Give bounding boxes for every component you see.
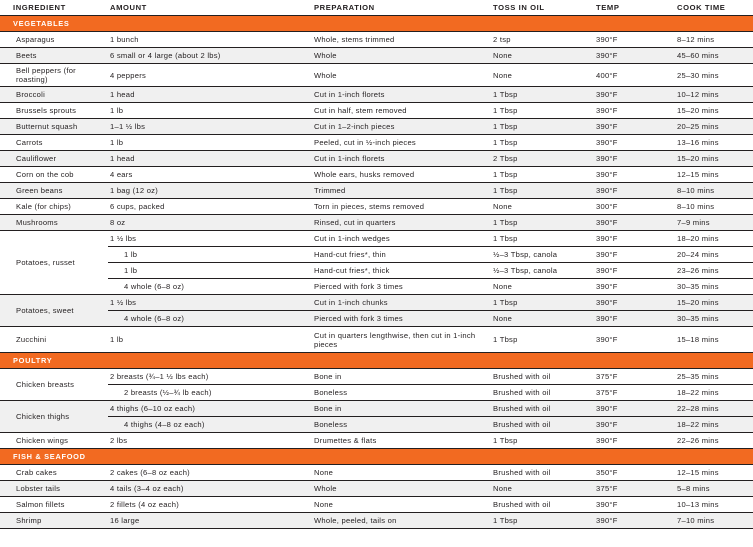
amount-cell: 2 lbs xyxy=(108,433,312,449)
temp-cell: 390°F xyxy=(594,295,675,311)
preparation-cell: Cut in 1-inch florets xyxy=(312,87,491,103)
cook-time-cell: 18–22 mins xyxy=(675,417,753,433)
amount-cell: 1 ½ lbs xyxy=(108,295,312,311)
cook-time-cell: 15–20 mins xyxy=(675,151,753,167)
preparation-cell: Rinsed, cut in quarters xyxy=(312,215,491,231)
preparation-cell: Cut in half, stem removed xyxy=(312,103,491,119)
preparation-cell: Hand-cut fries*, thick xyxy=(312,263,491,279)
amount-cell: 1 lb xyxy=(108,247,312,263)
ingredient-cell: Cauliflower xyxy=(0,151,108,167)
amount-cell: 4 thighs (6–10 oz each) xyxy=(108,401,312,417)
preparation-cell: Boneless xyxy=(312,385,491,401)
preparation-cell: Whole ears, husks removed xyxy=(312,167,491,183)
temp-cell: 390°F xyxy=(594,327,675,353)
oil-cell: 1 Tbsp xyxy=(491,103,594,119)
oil-cell: Brushed with oil xyxy=(491,465,594,481)
oil-cell: ½–3 Tbsp, canola xyxy=(491,263,594,279)
ingredient-cell: Potatoes, sweet xyxy=(0,295,108,327)
cook-time-cell: 15–20 mins xyxy=(675,295,753,311)
oil-cell: 1 Tbsp xyxy=(491,433,594,449)
preparation-cell: Cut in 1-inch chunks xyxy=(312,295,491,311)
preparation-cell: Cut in quarters lengthwise, then cut in 1-inch pieces xyxy=(312,327,491,353)
ingredient-cell: Kale (for chips) xyxy=(0,199,108,215)
temp-cell: 390°F xyxy=(594,401,675,417)
temp-cell: 390°F xyxy=(594,87,675,103)
temp-cell: 390°F xyxy=(594,263,675,279)
section-title: POULTRY xyxy=(0,353,753,369)
temp-cell: 390°F xyxy=(594,119,675,135)
table-row xyxy=(0,263,753,279)
preparation-cell: Cut in 1–2-inch pieces xyxy=(312,119,491,135)
preparation-cell: Peeled, cut in ½-inch pieces xyxy=(312,135,491,151)
oil-cell: None xyxy=(491,481,594,497)
temp-cell: 390°F xyxy=(594,311,675,327)
oil-cell: Brushed with oil xyxy=(491,385,594,401)
amount-cell: 1 head xyxy=(108,87,312,103)
temp-cell: 375°F xyxy=(594,369,675,385)
table-row xyxy=(0,199,753,215)
preparation-cell: Pierced with fork 3 times xyxy=(312,279,491,295)
oil-cell: 2 tsp xyxy=(491,32,594,48)
oil-cell: 1 Tbsp xyxy=(491,215,594,231)
oil-cell: 1 Tbsp xyxy=(491,295,594,311)
ingredient-cell: Chicken breasts xyxy=(0,369,108,401)
amount-cell: 1–1 ½ lbs xyxy=(108,119,312,135)
cook-time-cell: 8–10 mins xyxy=(675,199,753,215)
preparation-cell: Torn in pieces, stems removed xyxy=(312,199,491,215)
header-preparation: PREPARATION xyxy=(312,0,491,16)
oil-cell: None xyxy=(491,199,594,215)
table-row xyxy=(0,369,753,385)
temp-cell: 390°F xyxy=(594,151,675,167)
cook-time-cell: 30–35 mins xyxy=(675,279,753,295)
temp-cell: 390°F xyxy=(594,167,675,183)
amount-cell: 2 breasts (¾–1 ½ lbs each) xyxy=(108,369,312,385)
amount-cell: 2 breasts (½–¾ lb each) xyxy=(108,385,312,401)
temp-cell: 390°F xyxy=(594,497,675,513)
temp-cell: 300°F xyxy=(594,199,675,215)
amount-cell: 4 whole (6–8 oz) xyxy=(108,311,312,327)
oil-cell: 1 Tbsp xyxy=(491,167,594,183)
table-row xyxy=(0,433,753,449)
amount-cell: 2 cakes (6–8 oz each) xyxy=(108,465,312,481)
table-row xyxy=(0,64,753,87)
amount-cell: 1 ½ lbs xyxy=(108,231,312,247)
oil-cell: 1 Tbsp xyxy=(491,327,594,353)
amount-cell: 4 tails (3–4 oz each) xyxy=(108,481,312,497)
ingredient-cell: Carrots xyxy=(0,135,108,151)
cook-time-cell: 13–16 mins xyxy=(675,135,753,151)
temp-cell: 390°F xyxy=(594,231,675,247)
section-header xyxy=(0,16,753,32)
cook-time-cell: 45–60 mins xyxy=(675,48,753,64)
table-row xyxy=(0,327,753,353)
cook-time-cell: 22–26 mins xyxy=(675,433,753,449)
preparation-cell: Whole xyxy=(312,481,491,497)
cook-time-cell: 7–10 mins xyxy=(675,513,753,529)
table-row xyxy=(0,465,753,481)
table-row xyxy=(0,103,753,119)
header-toss-in-oil: TOSS IN OIL xyxy=(491,0,594,16)
ingredient-cell: Shrimp xyxy=(0,513,108,529)
temp-cell: 390°F xyxy=(594,513,675,529)
ingredient-cell: Chicken wings xyxy=(0,433,108,449)
cook-time-cell: 15–18 mins xyxy=(675,327,753,353)
table-row xyxy=(0,87,753,103)
preparation-cell: Trimmed xyxy=(312,183,491,199)
ingredient-cell: Crab cakes xyxy=(0,465,108,481)
header-temp: TEMP xyxy=(594,0,675,16)
amount-cell: 2 fillets (4 oz each) xyxy=(108,497,312,513)
table-row xyxy=(0,32,753,48)
temp-cell: 400°F xyxy=(594,64,675,87)
table-row xyxy=(0,231,753,247)
temp-cell: 375°F xyxy=(594,481,675,497)
table-row xyxy=(0,481,753,497)
ingredient-cell: Asparagus xyxy=(0,32,108,48)
temp-cell: 390°F xyxy=(594,247,675,263)
oil-cell: 1 Tbsp xyxy=(491,119,594,135)
temp-cell: 390°F xyxy=(594,433,675,449)
section-title: FISH & SEAFOOD xyxy=(0,449,753,465)
section-header xyxy=(0,353,753,369)
cook-time-cell: 30–35 mins xyxy=(675,311,753,327)
ingredient-cell: Zucchini xyxy=(0,327,108,353)
temp-cell: 390°F xyxy=(594,135,675,151)
cook-time-cell: 8–10 mins xyxy=(675,183,753,199)
table-row xyxy=(0,513,753,529)
oil-cell: None xyxy=(491,64,594,87)
table-row xyxy=(0,247,753,263)
preparation-cell: Cut in 1-inch wedges xyxy=(312,231,491,247)
temp-cell: 390°F xyxy=(594,103,675,119)
preparation-cell: Bone in xyxy=(312,401,491,417)
cook-time-cell: 25–35 mins xyxy=(675,369,753,385)
ingredient-cell: Corn on the cob xyxy=(0,167,108,183)
oil-cell: 1 Tbsp xyxy=(491,87,594,103)
header-row xyxy=(0,0,753,16)
cook-time-cell: 15–20 mins xyxy=(675,103,753,119)
ingredient-cell: Salmon fillets xyxy=(0,497,108,513)
temp-cell: 390°F xyxy=(594,183,675,199)
cook-time-cell: 25–30 mins xyxy=(675,64,753,87)
preparation-cell: Pierced with fork 3 times xyxy=(312,311,491,327)
ingredient-cell: Lobster tails xyxy=(0,481,108,497)
oil-cell: Brushed with oil xyxy=(491,401,594,417)
cook-time-cell: 10–12 mins xyxy=(675,87,753,103)
amount-cell: 16 large xyxy=(108,513,312,529)
amount-cell: 1 bag (12 oz) xyxy=(108,183,312,199)
oil-cell: Brushed with oil xyxy=(491,369,594,385)
temp-cell: 390°F xyxy=(594,48,675,64)
oil-cell: 1 Tbsp xyxy=(491,513,594,529)
ingredient-cell: Mushrooms xyxy=(0,215,108,231)
amount-cell: 6 small or 4 large (about 2 lbs) xyxy=(108,48,312,64)
preparation-cell: Drumettes & flats xyxy=(312,433,491,449)
table-row xyxy=(0,183,753,199)
table-row xyxy=(0,497,753,513)
table-row xyxy=(0,119,753,135)
cook-time-cell: 7–9 mins xyxy=(675,215,753,231)
cook-time-cell: 18–22 mins xyxy=(675,385,753,401)
cook-time-cell: 20–25 mins xyxy=(675,119,753,135)
header-ingredient: INGREDIENT xyxy=(0,0,108,16)
temp-cell: 390°F xyxy=(594,215,675,231)
oil-cell: 1 Tbsp xyxy=(491,231,594,247)
amount-cell: 1 lb xyxy=(108,103,312,119)
cook-time-cell: 22–28 mins xyxy=(675,401,753,417)
section-title: VEGETABLES xyxy=(0,16,753,32)
cook-time-cell: 12–15 mins xyxy=(675,167,753,183)
header-amount: AMOUNT xyxy=(108,0,312,16)
preparation-cell: Hand-cut fries*, thin xyxy=(312,247,491,263)
amount-cell: 1 lb xyxy=(108,263,312,279)
table-body xyxy=(0,16,753,529)
ingredient-cell: Green beans xyxy=(0,183,108,199)
temp-cell: 350°F xyxy=(594,465,675,481)
cook-time-cell: 5–8 mins xyxy=(675,481,753,497)
oil-cell: None xyxy=(491,48,594,64)
oil-cell: None xyxy=(491,279,594,295)
oil-cell: None xyxy=(491,311,594,327)
cook-time-cell: 12–15 mins xyxy=(675,465,753,481)
ingredient-cell: Brussels sprouts xyxy=(0,103,108,119)
amount-cell: 6 cups, packed xyxy=(108,199,312,215)
cook-time-cell: 18–20 mins xyxy=(675,231,753,247)
temp-cell: 390°F xyxy=(594,417,675,433)
table-row xyxy=(0,385,753,401)
ingredient-cell: Broccoli xyxy=(0,87,108,103)
amount-cell: 4 peppers xyxy=(108,64,312,87)
preparation-cell: Whole xyxy=(312,48,491,64)
oil-cell: Brushed with oil xyxy=(491,497,594,513)
ingredient-cell: Beets xyxy=(0,48,108,64)
oil-cell: 2 Tbsp xyxy=(491,151,594,167)
amount-cell: 1 bunch xyxy=(108,32,312,48)
oil-cell: ½–3 Tbsp, canola xyxy=(491,247,594,263)
table-row xyxy=(0,295,753,311)
cook-time-cell: 8–12 mins xyxy=(675,32,753,48)
cook-time-cell: 10–13 mins xyxy=(675,497,753,513)
amount-cell: 4 thighs (4–8 oz each) xyxy=(108,417,312,433)
amount-cell: 8 oz xyxy=(108,215,312,231)
ingredient-cell: Chicken thighs xyxy=(0,401,108,433)
preparation-cell: None xyxy=(312,465,491,481)
amount-cell: 4 whole (6–8 oz) xyxy=(108,279,312,295)
ingredient-cell: Butternut squash xyxy=(0,119,108,135)
preparation-cell: Whole xyxy=(312,64,491,87)
table-row xyxy=(0,48,753,64)
oil-cell: 1 Tbsp xyxy=(491,183,594,199)
table-row xyxy=(0,417,753,433)
header-cook-time: COOK TIME xyxy=(675,0,753,16)
preparation-cell: None xyxy=(312,497,491,513)
temp-cell: 375°F xyxy=(594,385,675,401)
amount-cell: 1 lb xyxy=(108,135,312,151)
table-row xyxy=(0,135,753,151)
cook-time-cell: 20–24 mins xyxy=(675,247,753,263)
ingredient-cell: Potatoes, russet xyxy=(0,231,108,295)
oil-cell: 1 Tbsp xyxy=(491,135,594,151)
table-row xyxy=(0,311,753,327)
preparation-cell: Whole, peeled, tails on xyxy=(312,513,491,529)
preparation-cell: Cut in 1-inch florets xyxy=(312,151,491,167)
preparation-cell: Whole, stems trimmed xyxy=(312,32,491,48)
table-row xyxy=(0,401,753,417)
amount-cell: 4 ears xyxy=(108,167,312,183)
table-row xyxy=(0,279,753,295)
temp-cell: 390°F xyxy=(594,279,675,295)
table-row xyxy=(0,215,753,231)
amount-cell: 1 lb xyxy=(108,327,312,353)
table-row xyxy=(0,151,753,167)
section-header xyxy=(0,449,753,465)
preparation-cell: Bone in xyxy=(312,369,491,385)
ingredient-cell: Bell peppers (for roasting) xyxy=(0,64,108,87)
temp-cell: 390°F xyxy=(594,32,675,48)
cook-time-cell: 23–26 mins xyxy=(675,263,753,279)
preparation-cell: Boneless xyxy=(312,417,491,433)
amount-cell: 1 head xyxy=(108,151,312,167)
table-row xyxy=(0,167,753,183)
oil-cell: Brushed with oil xyxy=(491,417,594,433)
